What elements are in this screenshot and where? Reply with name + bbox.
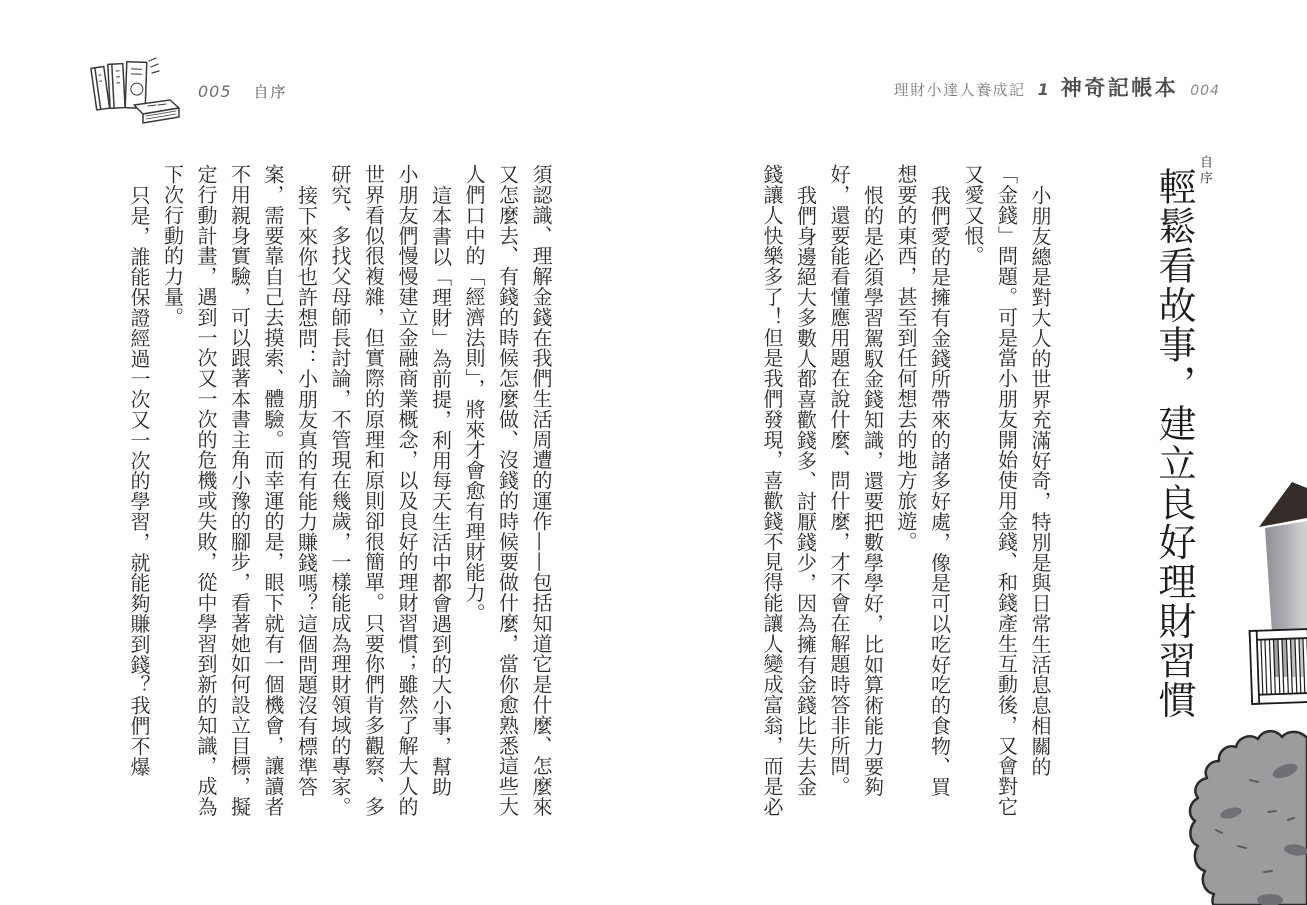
preface-title: 輕鬆看故事，建立良好理財習慣 [1152,167,1196,720]
section-label: 自序 [253,83,288,101]
text-column: 不用親身實驗，可以跟著本書主角小豫的腳步，看著她如何設立目標，擬 [227,164,252,817]
text-column: 人們口中的「經濟法則」，將來才會愈有理財能力。 [462,164,486,624]
text-column: 恨的是必須學習駕馭金錢知識，還要把數學學好，比如算術能力要夠 [860,185,885,797]
text-column: 想要的東西，甚至到任何想去的地方旅遊。 [894,164,918,552]
text-column: 好，還要能看懂應用題在說什麼、問什麼，才不會在解題時答非所問。 [827,164,851,797]
text-column: 接下來你也許想問：小朋友真的有能力賺錢嗎？這個問題沒有標準答 [294,185,319,797]
bush [1190,731,1307,905]
text-column: 須認識、理解金錢在我們生活周遭的運作——包括知道它是什麼、怎麼來 [529,164,553,817]
preface-body-right-page [755,164,1057,822]
preface-label: 自序 [1197,155,1212,187]
series-title: 理財小達人養成記 [893,81,1026,99]
running-head-left [90,55,288,135]
text-column: 我們身邊絕大多數人都喜歡錢多、討厭錢少，因為擁有金錢比失去金 [793,185,818,797]
text-column: 案，需要靠自己去摸索、體驗。而幸運的是，眼下就有一個機會，讓讀者 [261,164,285,817]
text-column: 這本書以「理財」為前提，利用每天生活中都會遇到的大小事，幫助 [428,185,453,797]
text-column: 「金錢」問題。可是當小朋友開始使用金錢、和錢產生互動後，又會對它 [994,164,1019,817]
text-column: 研究、多找父母師長討論，不管現在幾歲，一樣能成為理財領域的專家。 [328,164,352,817]
book-title: 神奇記帳本 [1060,76,1179,100]
page-number-right: 004 [1190,83,1220,99]
text-column: 世界看似很複雜，但實際的原理和原則卻很簡單。只要你們肯多觀察、多 [361,164,386,817]
text-column: 定行動計畫，遇到一次又一次的危機或失敗，從中學習到新的知識，成為 [194,164,218,817]
page-number-left: 005 [198,82,232,101]
preface-body-left-page [122,164,558,822]
balcony-railing [1250,629,1307,704]
text-column: 又愛又恨。 [961,164,985,266]
house-roof [1259,482,1307,527]
text-column: 錢讓人快樂多了！但是我們發現，喜歡錢不見得能讓人變成富翁，而是必 [760,164,784,817]
text-column: 下次行動的力量。 [160,164,185,328]
volume-number: 1 [1037,80,1049,99]
text-column: 又怎麼去、有錢的時候怎麼做、沒錢的時候要做什麼，當你愈熟悉這些大 [495,164,520,817]
text-column: 小朋友們慢慢建立金融商業概念，以及良好的理財習慣；雖然了解大人的 [395,164,419,817]
running-head-right [894,72,1220,102]
text-column: 我們愛的是擁有金錢所帶來的諸多好處，像是可以吃好吃的食物、買 [927,185,952,797]
text-column: 小朋友總是對大人的世界充滿好奇，特別是與日常生活息息相關的 [1028,185,1052,777]
text-column: 只是，誰能保證經過一次又一次的學習，就能夠賺到錢？我們不爆 [127,185,151,777]
house-and-bush-illustration [1180,480,1307,905]
books-icon [90,55,182,135]
